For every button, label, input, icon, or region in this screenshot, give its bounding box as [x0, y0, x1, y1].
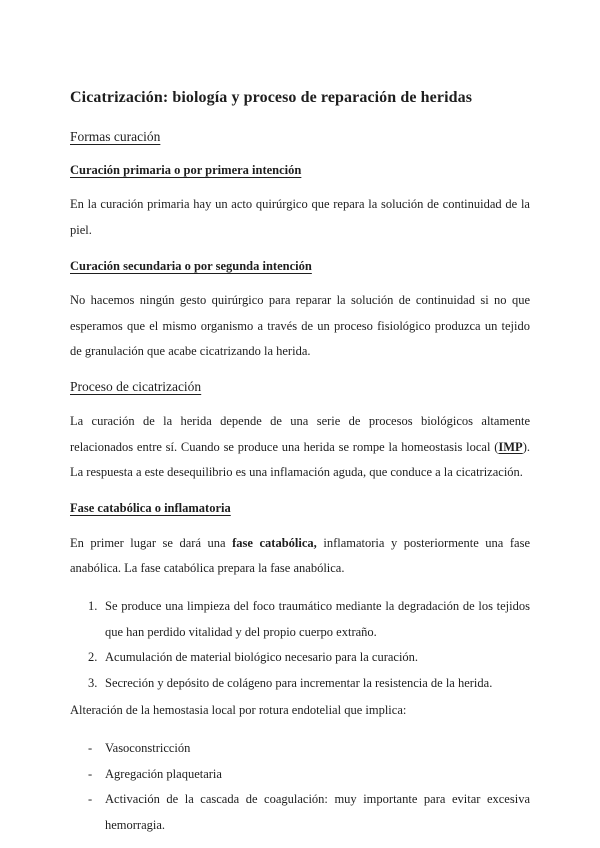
dash-list-item-text: Vasoconstricción — [105, 741, 191, 756]
paragraph-fase-catabolica — [70, 531, 530, 582]
dash-marker: - — [88, 792, 93, 807]
list-number-marker: 1. — [88, 599, 98, 614]
numbered-list-item-2 — [70, 645, 530, 671]
dash-list — [70, 736, 530, 838]
section-heading-curacion-secundaria: Curación secundaria o por segunda intención — [70, 258, 312, 273]
numbered-list-item-text: Secreción y depósito de colágeno para incrementar la resistencia de la herida. — [105, 675, 493, 690]
paragraph-alteracion-hemostasia: Alteración de la hemostasia local por rotura endotelial que implica: — [70, 703, 407, 718]
paragraph-fase-text-after: inflamatoria y posteriormente una fase anabólica. La fase catabólica prepara la fase anabólica. — [70, 535, 531, 576]
imp-underlined-abbr: IMP — [498, 439, 523, 454]
section-heading-curacion-primaria: Curación primaria o por primera intención — [70, 162, 302, 177]
dash-marker: - — [88, 741, 93, 756]
dash-list-item-1 — [70, 736, 530, 762]
paragraph-fase-text-before: En primer lugar se dará una — [70, 535, 233, 550]
section-heading-proceso-cicatrizacion: Proceso de cicatrización — [70, 379, 202, 395]
numbered-list — [70, 594, 530, 696]
dash-list-item-2 — [70, 762, 530, 788]
numbered-list-item-1 — [70, 594, 530, 645]
numbered-list-item-3 — [70, 671, 530, 697]
document-title: Cicatrización: biología y proceso de reparación de heridas — [70, 88, 473, 106]
fase-catabolica-bold-text: fase catabólica, — [232, 535, 317, 550]
numbered-list-item-text: Acumulación de material biológico necesario para la curación. — [105, 650, 419, 665]
dash-list-item-text: Activación de la cascada de coagulación: muy importante para evitar excesiva hemorragia. — [105, 792, 530, 832]
section-heading-fase-catabolica: Fase catabólica o inflamatoria — [70, 501, 231, 516]
numbered-list-item-text: Se produce una limpieza del foco traumático mediante la degradación de los tejidos que han perdido vitalidad y del propio cuerpo extraño. — [105, 599, 530, 639]
paragraph-proceso-cicatrizacion — [70, 409, 530, 486]
dash-list-item-text: Agregación plaquetaria — [105, 766, 222, 781]
paragraph-curacion-primaria: En la curación primaria hay un acto quirúrgico que repara la solución de continuidad de la piel. — [70, 197, 530, 237]
paragraph-proceso-text-after: ). La respuesta a este desequilibrio es una inflamación aguda, que conduce a la cicatrización. — [70, 439, 530, 480]
section-heading-formas-curacion: Formas curación — [70, 128, 161, 144]
paragraph-curacion-secundaria: No hacemos ningún gesto quirúrgico para reparar la solución de continuidad si no que esperamos que el mismo organismo a través de un proceso fisiológico produzca un tejido de granulación que acabe cicatrizando la herida. — [70, 293, 530, 359]
paragraph-proceso-text-before: La curación de la herida depende de una serie de procesos biológicos altamente relacionados entre sí. Cuando se produce una herida se rompe la homeostasis local ( — [70, 414, 530, 454]
dash-marker: - — [88, 766, 93, 781]
list-number-marker: 3. — [88, 675, 98, 690]
dash-list-item-3 — [70, 787, 530, 838]
list-number-marker: 2. — [88, 650, 98, 665]
